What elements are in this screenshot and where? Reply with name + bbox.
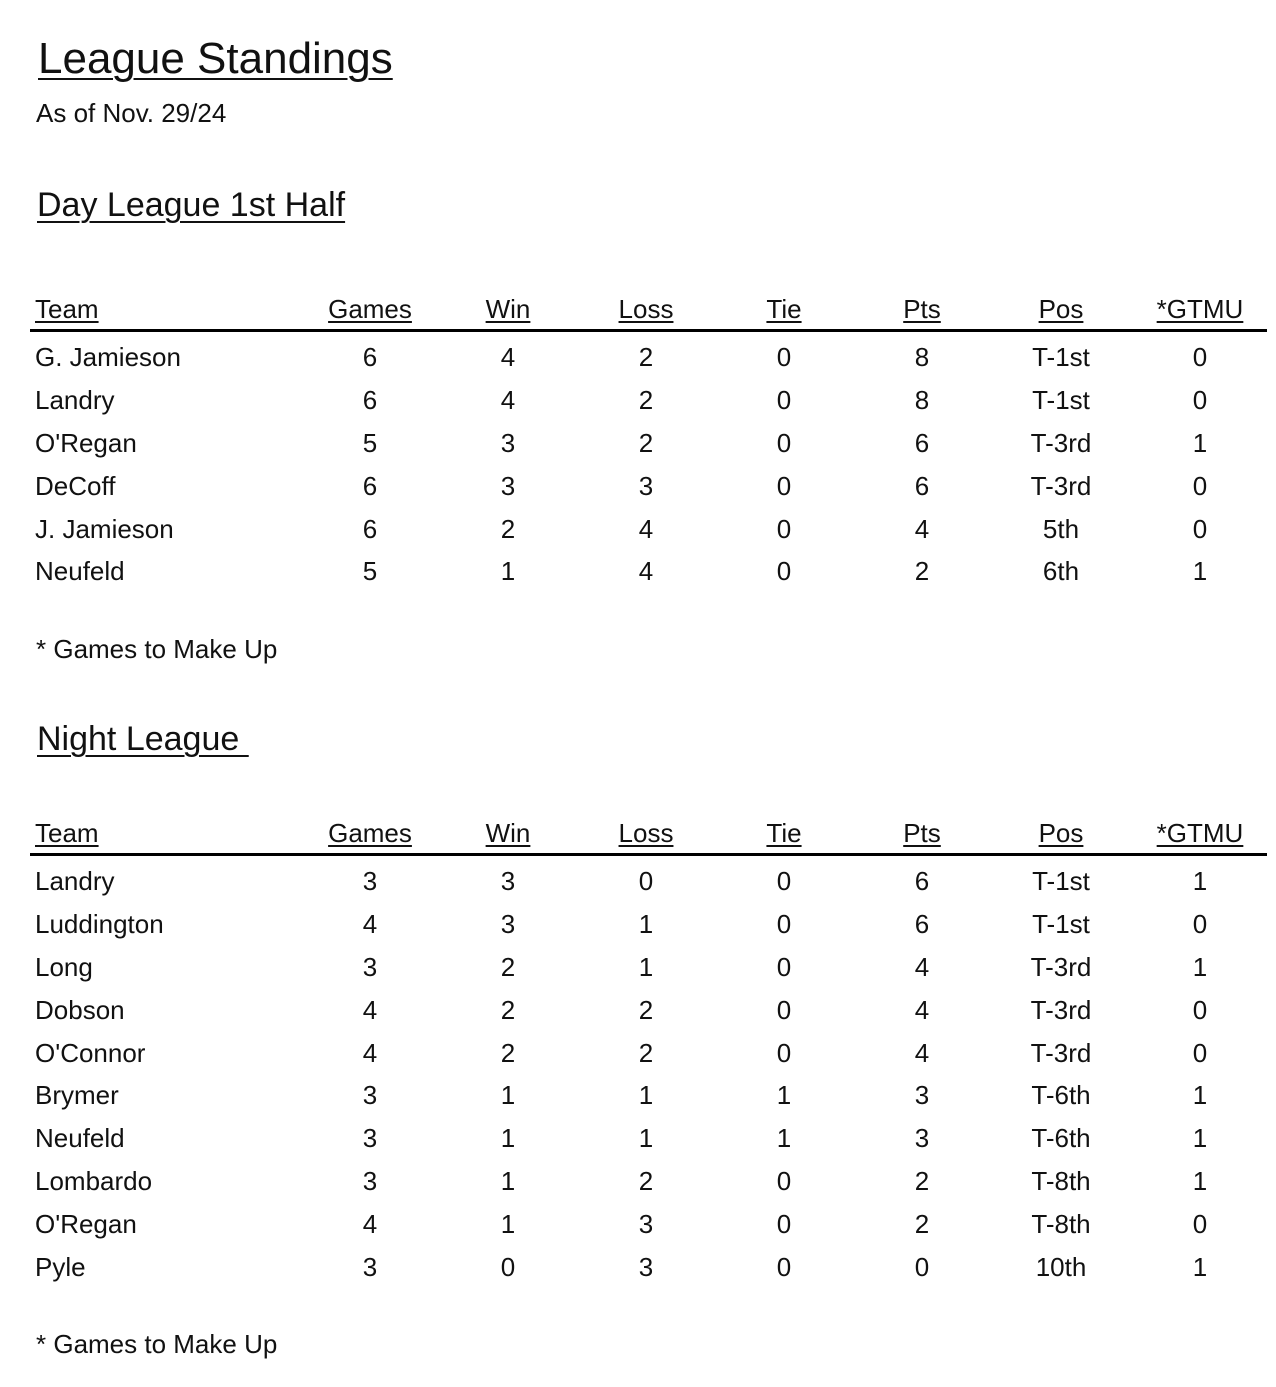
header-pos: Pos [1038, 294, 1084, 324]
cell-gtmu: 1 [1192, 556, 1208, 587]
cell-win: 2 [500, 513, 516, 544]
cell-team: Neufeld [35, 1123, 125, 1154]
cell-pts: 4 [914, 1037, 930, 1068]
day-league-title: Day League 1st Half [37, 186, 346, 224]
cell-pos: T-8th [1031, 1166, 1091, 1197]
table-row [30, 1160, 1267, 1203]
cell-loss: 1 [638, 908, 654, 939]
cell-loss: 2 [638, 1166, 654, 1197]
cell-games: 3 [362, 1252, 378, 1283]
cell-loss: 1 [638, 1123, 654, 1154]
cell-win: 3 [500, 866, 516, 896]
cell-team: O'Regan [35, 427, 137, 458]
cell-gtmu: 0 [1192, 1209, 1208, 1240]
cell-gtmu: 1 [1192, 1080, 1208, 1111]
cell-tie: 0 [776, 427, 792, 458]
cell-loss: 4 [638, 556, 654, 587]
table-row [30, 508, 1267, 551]
cell-win: 1 [500, 1080, 516, 1111]
header-pts: Pts [903, 294, 941, 324]
cell-pos: T-1st [1032, 384, 1090, 415]
cell-tie: 0 [776, 1166, 792, 1197]
cell-pts: 2 [914, 556, 930, 587]
cell-gtmu: 0 [1192, 342, 1208, 372]
day-league-table [30, 290, 1267, 593]
cell-win: 3 [500, 470, 516, 501]
cell-team: Long [35, 951, 93, 982]
cell-tie: 0 [776, 951, 792, 982]
cell-games: 6 [362, 470, 378, 501]
cell-tie: 1 [776, 1123, 792, 1154]
cell-gtmu: 1 [1192, 1252, 1208, 1283]
cell-tie: 0 [776, 994, 792, 1025]
cell-tie: 0 [776, 1037, 792, 1068]
cell-tie: 1 [776, 1080, 792, 1111]
cell-pts: 6 [914, 908, 930, 939]
cell-pts: 4 [914, 994, 930, 1025]
cell-pos: 5th [1042, 513, 1080, 544]
cell-tie: 0 [776, 384, 792, 415]
cell-tie: 0 [776, 1252, 792, 1283]
header-tie: Tie [766, 294, 802, 324]
table-row [30, 1032, 1267, 1075]
table-header [30, 290, 1267, 332]
table-row [30, 1203, 1267, 1246]
table-row [30, 1074, 1267, 1117]
table-row [30, 946, 1267, 989]
cell-win: 3 [500, 908, 516, 939]
table-row [30, 860, 1267, 903]
table-row [30, 465, 1267, 508]
cell-gtmu: 0 [1192, 908, 1208, 939]
cell-loss: 3 [638, 470, 654, 501]
cell-games: 3 [362, 1123, 378, 1154]
cell-team: Lombardo [35, 1166, 153, 1197]
cell-loss: 4 [638, 513, 654, 544]
cell-win: 1 [500, 1166, 516, 1197]
header-loss: Loss [618, 294, 674, 324]
header-team: Team [35, 818, 99, 848]
table-row [30, 1117, 1267, 1160]
header-games: Games [328, 818, 412, 848]
night-league-title: Night League [37, 720, 249, 758]
cell-team: O'Regan [35, 1209, 137, 1240]
cell-win: 4 [500, 342, 516, 372]
cell-win: 1 [500, 1209, 516, 1240]
cell-pos: T-3rd [1030, 1037, 1092, 1068]
page-title: League Standings [38, 34, 393, 83]
cell-team: Dobson [35, 994, 125, 1025]
cell-gtmu: 1 [1192, 866, 1208, 896]
cell-team: Luddington [35, 908, 164, 939]
cell-pos: T-3rd [1030, 994, 1092, 1025]
cell-loss: 2 [638, 342, 654, 372]
cell-gtmu: 0 [1192, 470, 1208, 501]
cell-win: 1 [500, 556, 516, 587]
cell-win: 2 [500, 1037, 516, 1068]
cell-tie: 0 [776, 556, 792, 587]
cell-team: Landry [35, 866, 115, 896]
cell-games: 6 [362, 513, 378, 544]
cell-team: Landry [35, 384, 115, 415]
cell-pts: 6 [914, 470, 930, 501]
cell-tie: 0 [776, 1209, 792, 1240]
cell-loss: 1 [638, 951, 654, 982]
table-row [30, 550, 1267, 593]
cell-tie: 0 [776, 513, 792, 544]
header-tie: Tie [766, 818, 802, 848]
cell-loss: 3 [638, 1209, 654, 1240]
cell-win: 4 [500, 384, 516, 415]
cell-win: 2 [500, 994, 516, 1025]
cell-pos: T-8th [1031, 1209, 1091, 1240]
cell-pts: 2 [914, 1209, 930, 1240]
cell-gtmu: 0 [1192, 384, 1208, 415]
cell-tie: 0 [776, 908, 792, 939]
cell-loss: 2 [638, 427, 654, 458]
day-league-footnote: * Games to Make Up [36, 634, 278, 664]
cell-pos: T-1st [1032, 908, 1090, 939]
cell-pos: T-3rd [1030, 470, 1092, 501]
cell-gtmu: 1 [1192, 1123, 1208, 1154]
cell-games: 3 [362, 1080, 378, 1111]
cell-gtmu: 0 [1192, 994, 1208, 1025]
cell-loss: 2 [638, 1037, 654, 1068]
cell-pts: 2 [914, 1166, 930, 1197]
cell-tie: 0 [776, 470, 792, 501]
cell-games: 3 [362, 866, 378, 896]
table-row [30, 1246, 1267, 1289]
header-pts: Pts [903, 818, 941, 848]
cell-games: 3 [362, 951, 378, 982]
as-of-date: As of Nov. 29/24 [36, 98, 227, 128]
table-body [30, 332, 1267, 593]
cell-pts: 4 [914, 513, 930, 544]
cell-pts: 4 [914, 951, 930, 982]
cell-pos: T-3rd [1030, 951, 1092, 982]
cell-pos: T-1st [1032, 866, 1090, 896]
cell-pts: 3 [914, 1080, 930, 1111]
cell-games: 5 [362, 556, 378, 587]
header-team: Team [35, 294, 99, 324]
cell-team: O'Connor [35, 1037, 146, 1068]
cell-loss: 2 [638, 384, 654, 415]
cell-gtmu: 0 [1192, 1037, 1208, 1068]
table-row [30, 422, 1267, 465]
cell-pts: 6 [914, 866, 930, 896]
cell-tie: 0 [776, 866, 792, 896]
cell-games: 6 [362, 384, 378, 415]
cell-team: J. Jamieson [35, 513, 174, 544]
cell-loss: 2 [638, 994, 654, 1025]
header-win: Win [485, 294, 531, 324]
cell-loss: 0 [638, 866, 654, 896]
cell-team: Brymer [35, 1080, 119, 1111]
cell-games: 4 [362, 908, 378, 939]
header-win: Win [485, 818, 531, 848]
cell-pos: 10th [1035, 1252, 1087, 1283]
cell-win: 3 [500, 427, 516, 458]
header-gtmu: *GTMU [1156, 818, 1244, 848]
cell-team: G. Jamieson [35, 342, 181, 372]
cell-tie: 0 [776, 342, 792, 372]
header-pos: Pos [1038, 818, 1084, 848]
header-games: Games [328, 294, 412, 324]
header-loss: Loss [618, 818, 674, 848]
table-row [30, 379, 1267, 422]
cell-games: 6 [362, 342, 378, 372]
cell-pts: 8 [914, 342, 930, 372]
table-row [30, 336, 1267, 379]
cell-games: 4 [362, 1037, 378, 1068]
cell-team: Neufeld [35, 556, 125, 587]
cell-win: 2 [500, 951, 516, 982]
table-header [30, 814, 1267, 856]
cell-pos: 6th [1042, 556, 1080, 587]
header-gtmu: *GTMU [1156, 294, 1244, 324]
cell-gtmu: 0 [1192, 513, 1208, 544]
cell-team: DeCoff [35, 470, 116, 501]
cell-games: 5 [362, 427, 378, 458]
cell-pts: 0 [914, 1252, 930, 1283]
cell-loss: 3 [638, 1252, 654, 1283]
cell-pts: 3 [914, 1123, 930, 1154]
cell-pts: 6 [914, 427, 930, 458]
cell-team: Pyle [35, 1252, 86, 1283]
cell-games: 4 [362, 1209, 378, 1240]
cell-pos: T-3rd [1030, 427, 1092, 458]
table-row [30, 989, 1267, 1032]
night-league-table [30, 814, 1267, 1289]
cell-gtmu: 1 [1192, 427, 1208, 458]
table-body [30, 856, 1267, 1289]
cell-win: 1 [500, 1123, 516, 1154]
cell-games: 3 [362, 1166, 378, 1197]
cell-win: 0 [500, 1252, 516, 1283]
cell-pts: 8 [914, 384, 930, 415]
cell-gtmu: 1 [1192, 951, 1208, 982]
cell-pos: T-1st [1032, 342, 1090, 372]
cell-games: 4 [362, 994, 378, 1025]
night-league-footnote: * Games to Make Up [36, 1329, 278, 1359]
table-row [30, 903, 1267, 946]
cell-gtmu: 1 [1192, 1166, 1208, 1197]
cell-loss: 1 [638, 1080, 654, 1111]
cell-pos: T-6th [1031, 1123, 1091, 1154]
cell-pos: T-6th [1031, 1080, 1091, 1111]
